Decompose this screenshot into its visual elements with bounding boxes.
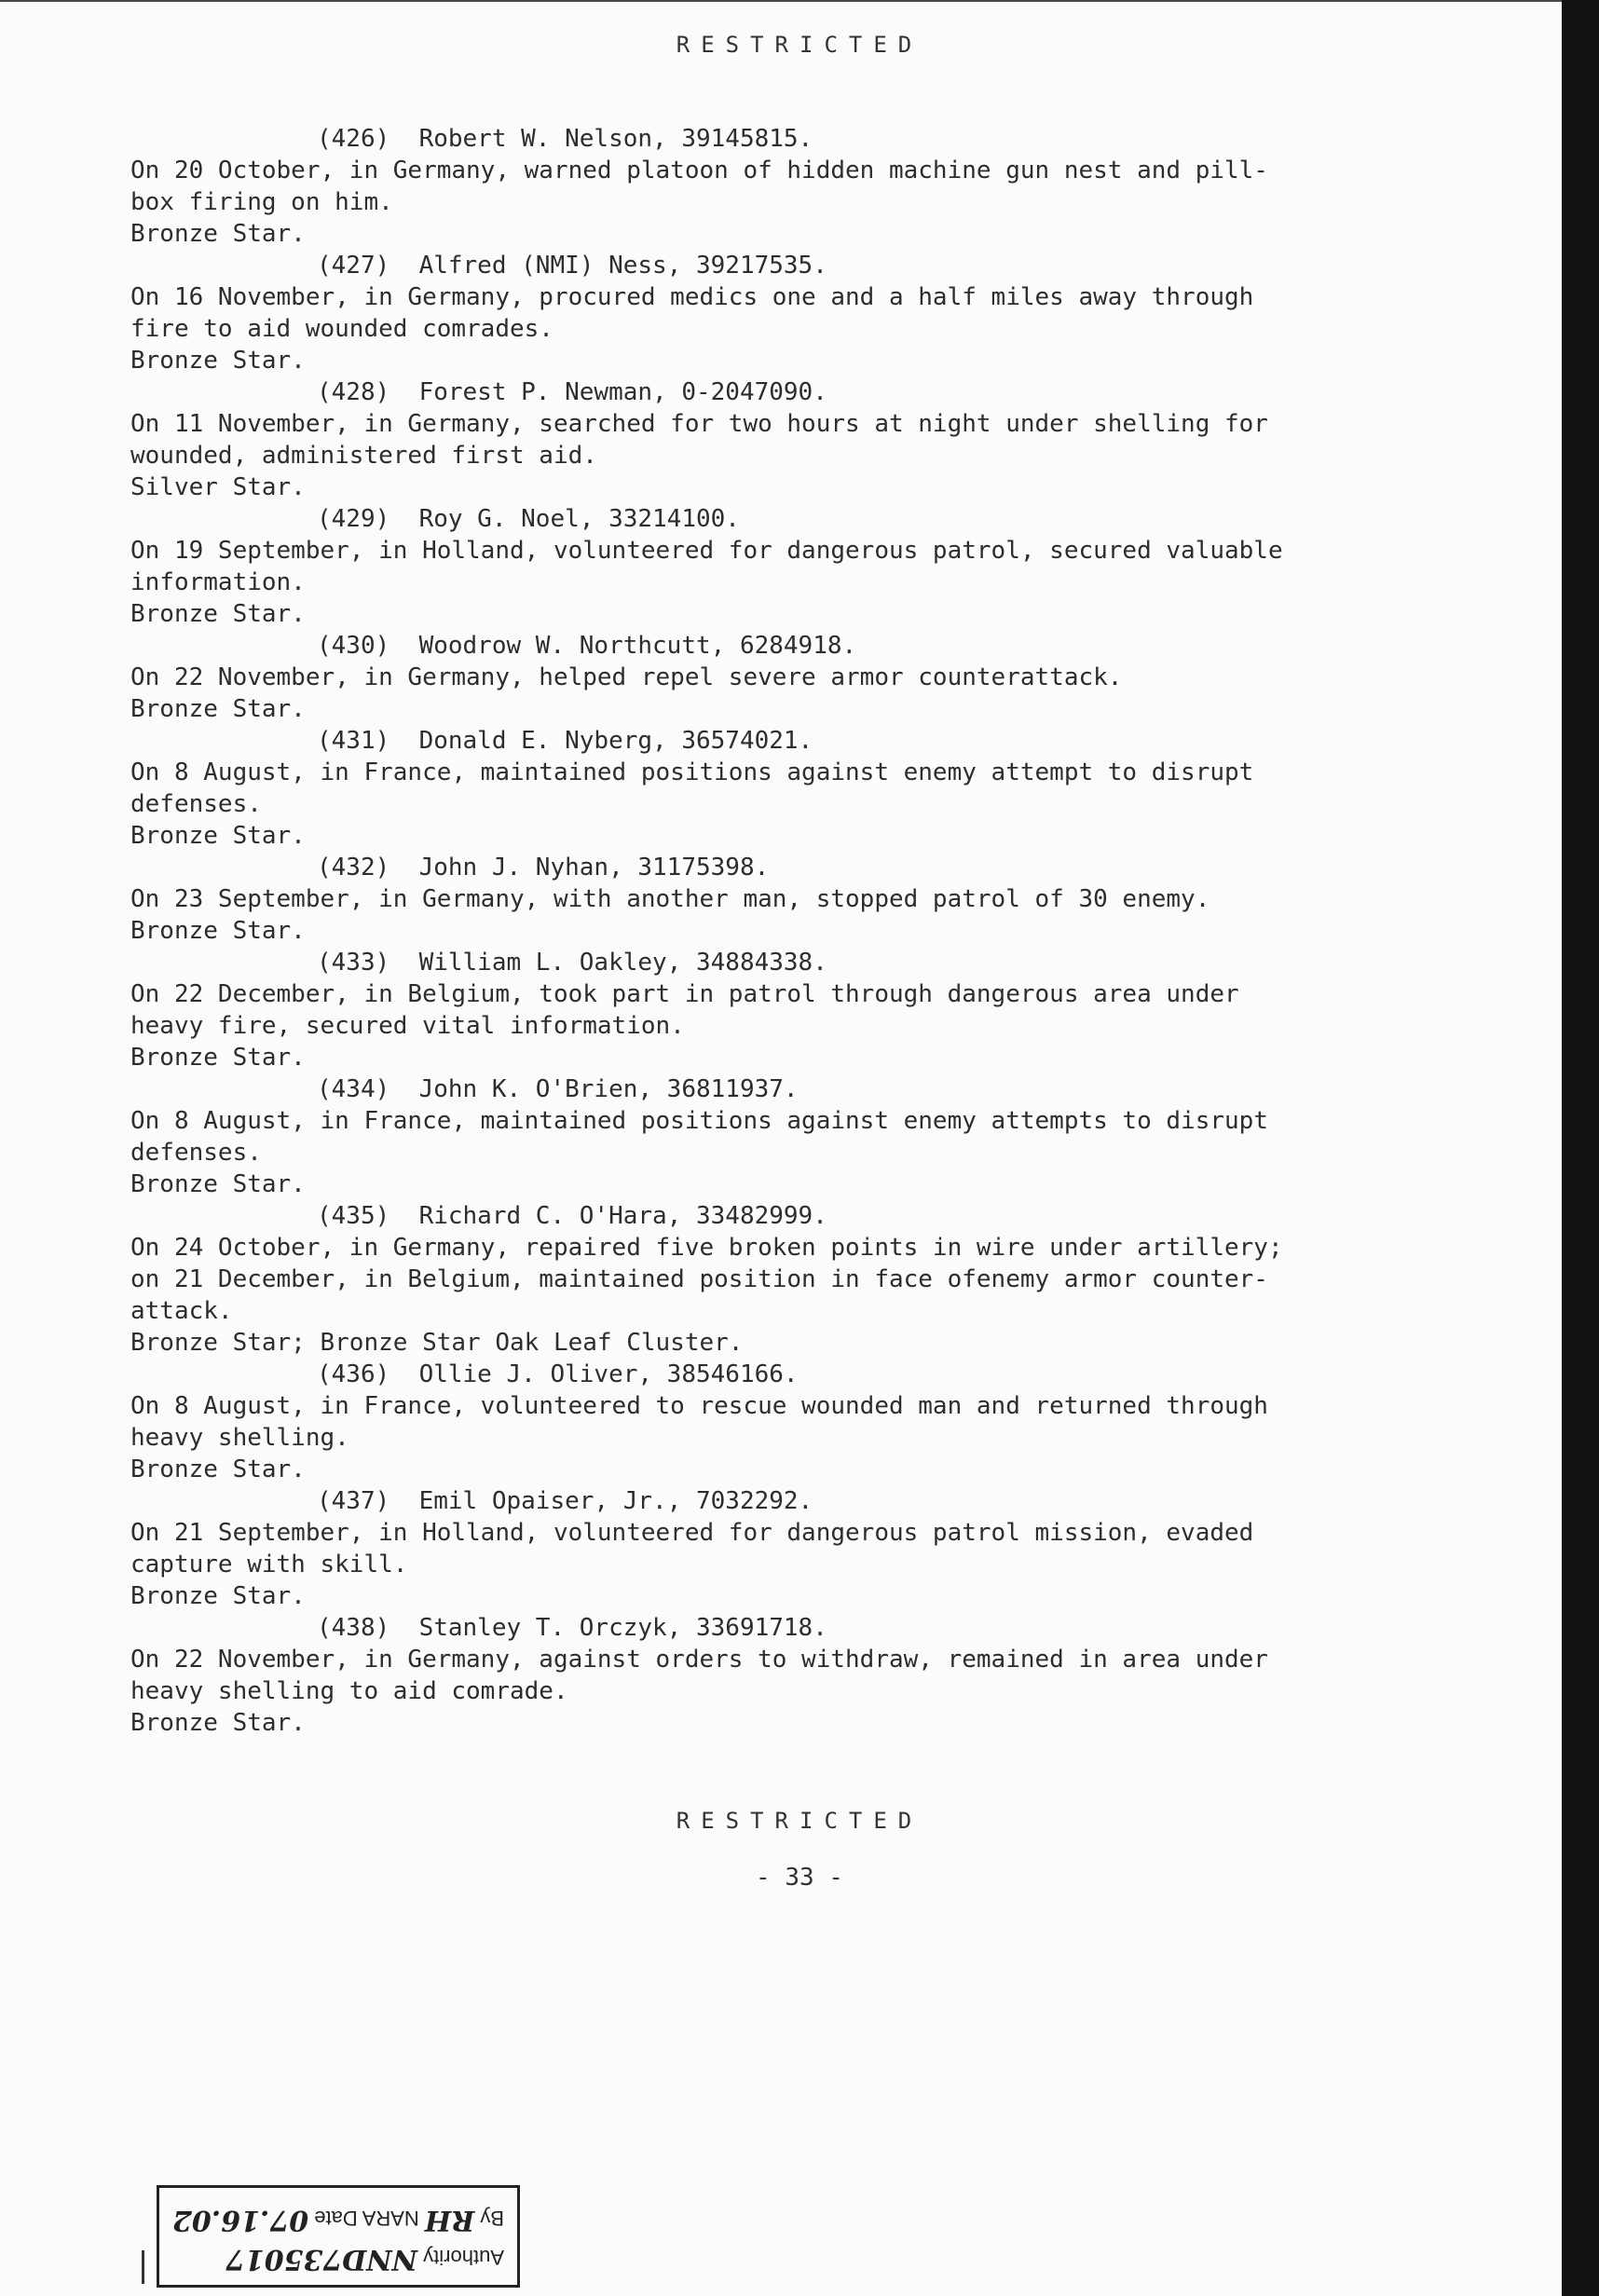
award-list — [130, 123, 1379, 1739]
award-entry — [130, 947, 1379, 1073]
entry-award: Bronze Star. — [130, 1170, 306, 1198]
stamp-authority-value: NND735017 — [225, 2243, 418, 2276]
award-entry — [130, 852, 1379, 947]
entry-description: On 8 August, in France, maintained positions against enemy attempt to disrupt defenses. — [130, 758, 1254, 818]
stamp-by-value: RH — [424, 2204, 475, 2236]
award-entry — [130, 376, 1379, 503]
entry-description: On 24 October, in Germany, repaired five broken points in wire under artillery; on 21 December, in Belgium, maintained position in face ofenemy armor counter- attack. — [130, 1234, 1283, 1325]
award-entry — [130, 630, 1379, 725]
entry-award: Bronze Star. — [130, 347, 306, 375]
entry-description: On 22 December, in Belgium, took part in patrol through dangerous area under heavy fire, secured vital information. — [130, 980, 1239, 1040]
stamp-date-value: 07.16.02 — [172, 2204, 309, 2236]
classification-header: RESTRICTED — [676, 32, 923, 58]
entry-heading: (431) Donald E. Nyberg, 36574021. — [317, 727, 813, 755]
entry-heading: (430) Woodrow W. Northcutt, 6284918. — [317, 632, 857, 660]
entry-description: On 8 August, in France, volunteered to rescue wounded man and returned through heavy shelling. — [130, 1392, 1268, 1452]
entry-heading: (433) William L. Oakley, 34884338. — [317, 949, 827, 977]
entry-award: Silver Star. — [130, 473, 306, 501]
award-entry — [130, 123, 1379, 250]
entry-heading: (435) Richard C. O'Hara, 33482999. — [317, 1202, 827, 1230]
entry-description: On 22 November, in Germany, helped repel severe armor counterattack. — [130, 663, 1123, 691]
entry-description: On 8 August, in France, maintained positions against enemy attempts to disrupt defenses. — [130, 1107, 1268, 1167]
entry-heading: (432) John J. Nyhan, 31175398. — [317, 854, 770, 882]
entry-description: On 21 September, in Holland, volunteered for dangerous patrol mission, evaded capture with skill. — [130, 1519, 1254, 1578]
classification-footer: RESTRICTED — [676, 1808, 923, 1834]
award-entry — [130, 1359, 1379, 1485]
stamp-by-line — [172, 2199, 504, 2238]
entry-award: Bronze Star. — [130, 1044, 306, 1072]
entry-award: Bronze Star. — [130, 600, 306, 628]
stamp-margin-mark — [142, 2250, 144, 2284]
entry-heading: (426) Robert W. Nelson, 39145815. — [317, 125, 813, 153]
page-number: - 33 - — [756, 1864, 843, 1892]
entry-heading: (438) Stanley T. Orczyk, 33691718. — [317, 1614, 827, 1642]
entry-description: On 11 November, in Germany, searched for two hours at night under shelling for wounded, administered first aid. — [130, 410, 1268, 470]
award-entry — [130, 1073, 1379, 1200]
top-border-line — [0, 0, 1565, 2]
stamp-authority-line — [172, 2238, 504, 2277]
entry-heading: (429) Roy G. Noel, 33214100. — [317, 505, 740, 533]
award-entry — [130, 1612, 1379, 1739]
entry-award: Bronze Star. — [130, 220, 306, 248]
scan-edge-shadow — [1562, 0, 1599, 2296]
entry-award: Bronze Star. — [130, 1582, 306, 1610]
entry-description: On 23 September, in Germany, with another man, stopped patrol of 30 enemy. — [130, 885, 1210, 913]
entry-award: Bronze Star. — [130, 917, 306, 945]
entry-heading: (428) Forest P. Newman, 0-2047090. — [317, 378, 827, 406]
stamp-nara-label: NARA Date — [314, 2207, 419, 2230]
stamp-by-label: By — [480, 2207, 504, 2230]
award-entry — [130, 503, 1379, 630]
award-entry — [130, 725, 1379, 852]
entry-award: Bronze Star. — [130, 695, 306, 723]
entry-heading: (427) Alfred (NMI) Ness, 39217535. — [317, 252, 827, 280]
award-entry — [130, 250, 1379, 376]
entry-award: Bronze Star. — [130, 1456, 306, 1483]
entry-description: On 16 November, in Germany, procured medics one and a half miles away through fire to aid wounded comrades. — [130, 283, 1254, 343]
entry-award: Bronze Star. — [130, 822, 306, 850]
stamp-authority-label: Authority — [423, 2246, 504, 2269]
award-entry — [130, 1485, 1379, 1612]
entry-heading: (436) Ollie J. Oliver, 38546166. — [317, 1360, 799, 1388]
entry-description: On 19 September, in Holland, volunteered for dangerous patrol, secured valuable information. — [130, 537, 1283, 596]
entry-award: Bronze Star; Bronze Star Oak Leaf Cluster. — [130, 1329, 744, 1357]
entry-heading: (434) John K. O'Brien, 36811937. — [317, 1075, 799, 1103]
entry-description: On 22 November, in Germany, against orders to withdraw, remained in area under heavy shelling to aid comrade. — [130, 1646, 1268, 1705]
entry-heading: (437) Emil Opaiser, Jr., 7032292. — [317, 1487, 813, 1515]
entry-description: On 20 October, in Germany, warned platoon of hidden machine gun nest and pill- box firing on him. — [130, 157, 1268, 216]
award-entry — [130, 1200, 1379, 1359]
declassification-stamp — [157, 2185, 520, 2288]
entry-award: Bronze Star. — [130, 1709, 306, 1737]
